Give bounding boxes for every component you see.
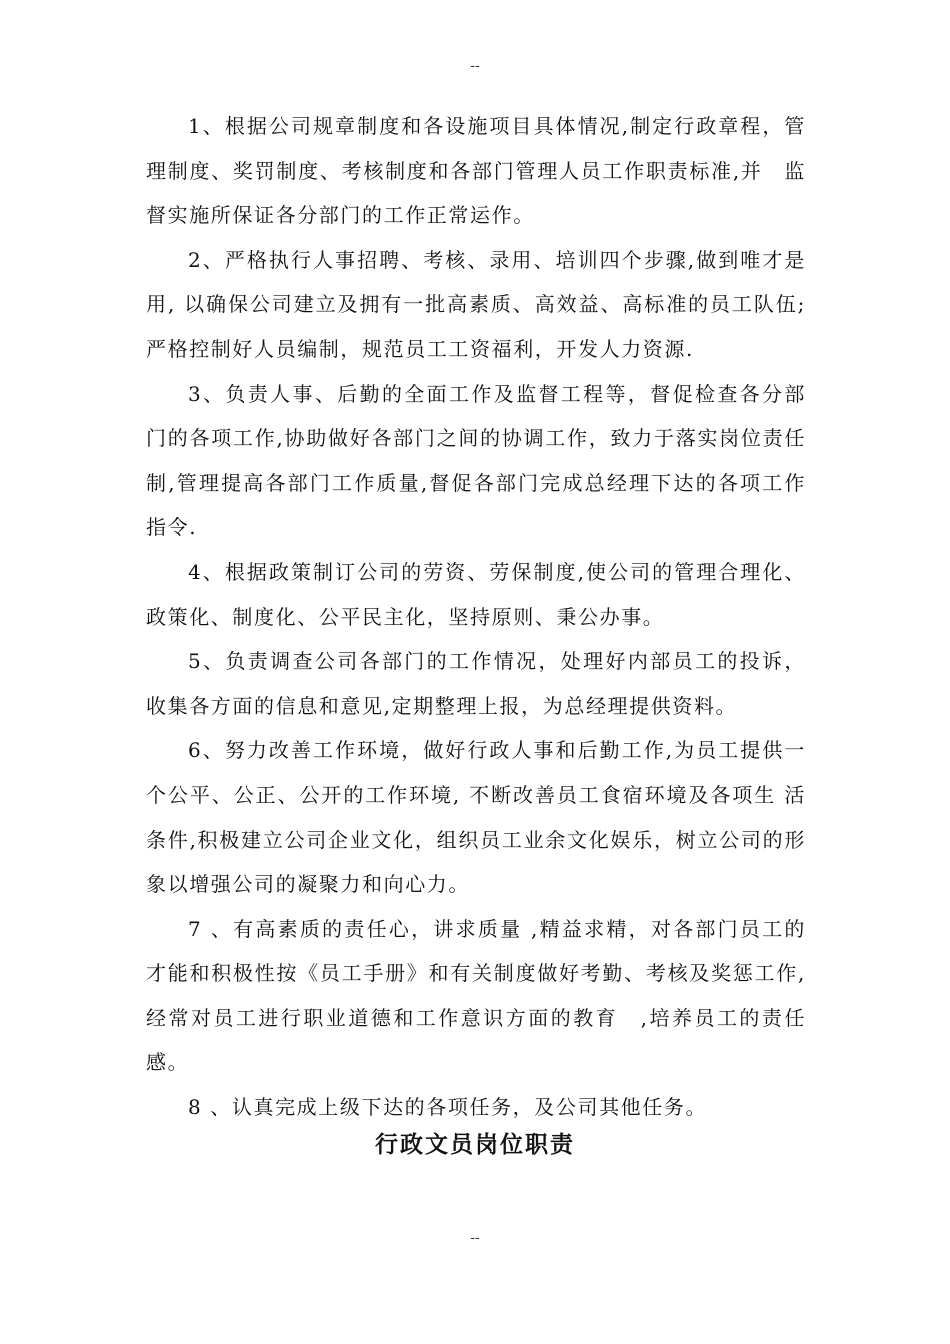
header-marker: -- [470,58,480,74]
list-item: 1、根据公司规章制度和各设施项目具体情况,制定行政章程，管理制度、奖罚制度、考核制度和各部门管理人员工作职责标准,并 监督实施所保证各分部门的工作正常运作。 [146,114,806,228]
list-item: 2、严格执行人事招聘、考核、录用、培训四个步骤,做到唯才是用, 以确保公司建立及拥有一批高素质、高效益、高标准的员工队伍;严格控制好人员编制，规范员工工资福利，开发人力资源. [146,247,806,361]
list-item: 4、根据政策制订公司的劳资、劳保制度,使公司的管理合理化、政策化、制度化、公平民主化，坚持原则、秉公办事。 [146,559,806,629]
list-item: 3、负责人事、后勤的全面工作及监督工程等，督促检查各分部门的各项工作,协助做好各部门之间的协调工作，致力于落实岗位责任制,管理提高各部门工作质量,督促各部门完成总经理下达的各项工作指令. [146,381,806,540]
footer-marker: -- [470,1230,480,1246]
section-title: 行政文员岗位职责 [375,1131,575,1158]
list-item: 6、努力改善工作环境，做好行政人事和后勤工作,为员工提供一个公平、公正、公开的工作环境, 不断改善员工食宿环境及各项生 活条件,积极建立公司企业文化，组织员工业余文化娱乐，树立公司的形象以增强公司的凝聚力和向心力。 [146,738,806,897]
list-item: 7 、有高素质的责任心，讲求质量 ,精益求精，对各部门员工的才能和积极性按《员工手册》和有关制度做好考勤、考核及奖惩工作,经常对员工进行职业道德和工作意识方面的教育 ,培养员工的责任感。 [146,916,806,1075]
list-item: 8 、认真完成上级下达的各项任务，及公司其他任务。 [188,1095,708,1120]
list-item: 5、负责调查公司各部门的工作情况，处理好内部员工的投诉，收集各方面的信息和意见,定期整理上报，为总经理提供资料。 [146,649,806,718]
responsibilities-list [146,104,806,1130]
